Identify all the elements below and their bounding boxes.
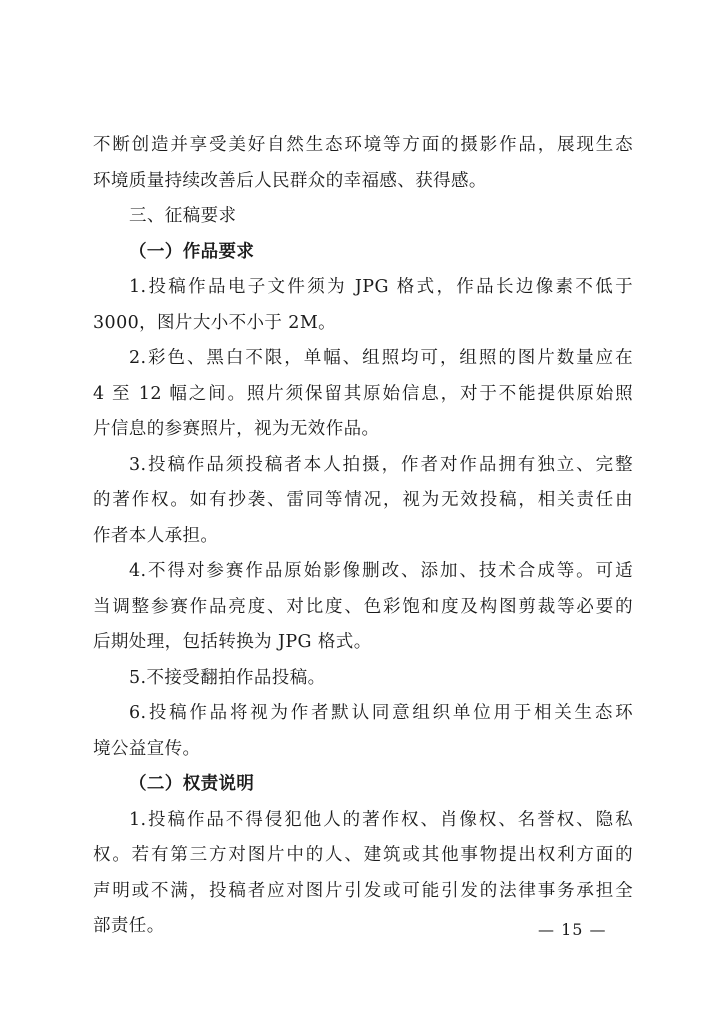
paragraph-line: 境公益宣传。 [93, 738, 201, 759]
document-body [93, 128, 633, 945]
paragraph-line: 1.投稿作品电子文件须为 JPG 格式，作品长边像素不低于 [129, 277, 633, 297]
paragraph-line: 不断创造并享受美好自然生态环境等方面的摄影作品，展现生态 [93, 135, 633, 155]
page-number: — 15 — [538, 920, 607, 939]
paragraph-line: 权。若有第三方对图片中的人、建筑或其他事物提出权利方面的 [93, 845, 633, 865]
section-heading: 三、征稿要求 [129, 206, 237, 226]
paragraph-line: 的著作权。如有抄袭、雷同等情况，视为无效投稿，相关责任由 [93, 490, 633, 510]
subsection-heading: （二）权责说明 [129, 774, 255, 794]
paragraph-line: 4.不得对参赛作品原始影像删改、添加、技术合成等。可适 [129, 561, 633, 581]
paragraph-line: 6.投稿作品将视为作者默认同意组织单位用于相关生态环 [129, 703, 633, 723]
paragraph-line: 5.不接受翻拍作品投稿。 [129, 667, 326, 688]
paragraph-line: 后期处理，包括转换为 JPG 格式。 [93, 632, 372, 652]
paragraph-line: 作者本人承担。 [93, 525, 219, 546]
paragraph-line: 环境质量持续改善后人民群众的幸福感、获得感。 [93, 170, 487, 191]
paragraph-line: 2.彩色、黑白不限，单幅、组照均可，组照的图片数量应在 [129, 348, 633, 368]
paragraph-line: 3.投稿作品须投稿者本人拍摄，作者对作品拥有独立、完整 [129, 454, 633, 475]
paragraph-line: 1.投稿作品不得侵犯他人的著作权、肖像权、名誉权、隐私 [129, 809, 633, 830]
paragraph-line: 片信息的参赛照片，视为无效作品。 [93, 419, 380, 439]
paragraph-line: 当调整参赛作品亮度、对比度、色彩饱和度及构图剪裁等必要的 [93, 596, 633, 617]
subsection-heading: （一）作品要求 [129, 241, 255, 262]
paragraph-line: 3000，图片大小不小于 2M。 [93, 312, 337, 333]
paragraph-line: 声明或不满，投稿者应对图片引发或可能引发的法律事务承担全 [93, 880, 633, 901]
paragraph-line: 4 至 12 幅之间。照片须保留其原始信息，对于不能提供原始照 [93, 383, 633, 404]
paragraph-line: 部责任。 [93, 916, 165, 936]
